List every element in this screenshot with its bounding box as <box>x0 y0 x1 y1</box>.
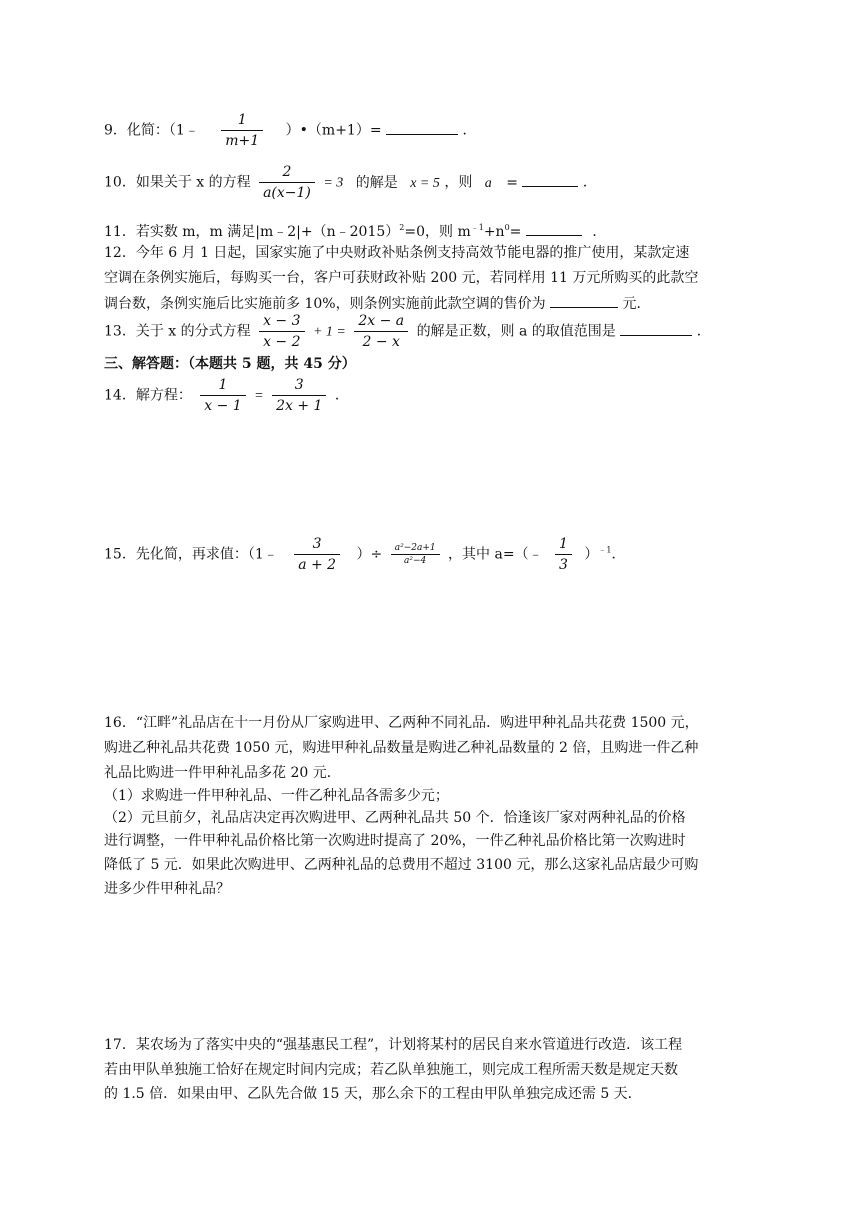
q9-suffix: ）•（m+1）= <box>285 122 382 139</box>
q15-mid: ，其中 a=（﹣ <box>448 546 543 563</box>
question-16-line-4: （1）求购进一件甲种礼品、一件乙种礼品各需多少元； <box>104 788 449 804</box>
q12-end: 元． <box>622 296 651 312</box>
q10-tail: = <box>506 174 518 191</box>
question-17-line-1: 17．某农场为了落实中央的“强基惠民工程”，计划将某村的居民自来水管道进行改造．该工程 <box>104 1037 683 1053</box>
q13-end: ． <box>696 323 711 340</box>
question-16-line-2: 购进乙种礼品共花费 1050 元，购进甲种礼品数量是购进乙种礼品数量的 2 倍，且购进一件乙种 <box>104 740 699 756</box>
q15-fraction-1 <box>294 534 340 575</box>
q14-f1-num: 1 <box>200 375 245 396</box>
q13-f2-num: 2x − a <box>354 311 408 332</box>
q10-fraction <box>259 162 315 203</box>
question-9 <box>104 110 476 151</box>
q13-fraction-1 <box>259 311 304 352</box>
q15-fraction-2 <box>391 542 440 567</box>
q9-prefix: 9．化简：（1﹣ <box>104 122 199 139</box>
q15-f2-den: a²−4 <box>404 556 427 566</box>
question-16-line-7: 降低了 5 元．如果此次购进甲、乙两种礼品的总费用不超过 3100 元，那么这家礼品店最少可购 <box>104 857 699 873</box>
q11-text-4: = <box>509 224 522 240</box>
question-17-line-2: 若由甲队单独施工恰好在规定时间内完成；若乙队单独施工，则完成工程所需天数是规定天数 <box>104 1062 678 1078</box>
q11-answer-blank[interactable] <box>526 221 582 236</box>
q9-frac-num: 1 <box>221 110 263 131</box>
q14-fraction-2 <box>272 375 326 416</box>
q13-suffix: 的解是正数，则 a 的取值范围是 <box>416 323 616 340</box>
q10-frac-den: a(x−1) <box>263 185 311 201</box>
question-12-line-1: 12．今年 6 月 1 日起，国家实施了中央财政补贴条例支持高效节能电器的推广使用，某款定速 <box>104 245 690 261</box>
q14-prefix: 14．解方程： <box>104 387 192 404</box>
q9-fraction <box>221 110 263 151</box>
q11-sup-2: ﹣1 <box>470 223 484 232</box>
q15-sup: ﹣1 <box>598 545 612 555</box>
q13-f2-den: 2 − x <box>362 334 400 350</box>
q14-equals: = <box>254 388 264 404</box>
q15-prefix: 15．先化简，再求值：（1﹣ <box>104 546 278 563</box>
q9-frac-den: m+1 <box>225 133 260 149</box>
q13-f1-den: x − 2 <box>263 334 301 350</box>
q10-end: ． <box>582 174 597 191</box>
question-16-line-8: 进多少件甲种礼品？ <box>104 881 230 897</box>
q15-f3-den: 3 <box>559 557 568 573</box>
q11-text: 11．若实数 m，m 满足|m﹣2|+（n﹣2015） <box>104 224 400 240</box>
q14-f1-den: x − 1 <box>204 398 242 414</box>
q15-fraction-3 <box>555 534 572 575</box>
q15-tail: ） <box>584 546 599 563</box>
q15-f3-num: 1 <box>555 534 572 555</box>
q11-sup-1: 2 <box>399 223 405 232</box>
question-12-line-2: 空调在条例实施后，每购买一台，客户可获财政补贴 200 元，若同样用 11 万元所购买的此款空 <box>104 270 699 286</box>
q12-answer-blank[interactable] <box>550 293 618 308</box>
question-14 <box>104 375 349 416</box>
question-10 <box>104 162 597 203</box>
q13-answer-blank[interactable] <box>620 321 692 336</box>
question-16-line-1: 16．“江畔”礼品店在十一月份从厂家购进甲、乙两种不同礼品．购进甲种礼品共花费 1500 元， <box>104 715 699 731</box>
q11-text-3: +n <box>483 224 505 240</box>
q10-equals: = 3 <box>323 175 344 191</box>
question-16-line-5: （2）元旦前夕，礼品店决定再次购进甲、乙两种礼品共 50 个．恰逢该厂家对两种礼品的价格 <box>104 810 686 826</box>
q14-f2-num: 3 <box>272 375 326 396</box>
q11-end: ． <box>592 224 607 240</box>
q15-f1-den: a + 2 <box>298 557 337 573</box>
question-16-line-6: 进行调整，一件甲种礼品价格比第一次购进时提高了 20%，一件乙种礼品价格比第一次购进时 <box>104 833 686 849</box>
q12-line-3-text: 调台数，条例实施后比实施前多 10%，则条例实施前此款空调的售价为 <box>104 296 546 312</box>
q9-answer-blank[interactable] <box>386 120 458 135</box>
q13-f1-num: x − 3 <box>259 311 304 332</box>
q13-fraction-2 <box>354 311 408 352</box>
q13-plus: + 1 = <box>312 324 346 340</box>
q14-fraction-1 <box>200 375 245 416</box>
q11-text-2: =0，则 m <box>404 224 471 240</box>
q15-f1-num: 3 <box>294 534 340 555</box>
q15-div: ）÷ <box>356 546 383 563</box>
q13-prefix: 13．关于 x 的分式方程 <box>104 323 251 340</box>
q14-f2-den: 2x + 1 <box>276 398 323 414</box>
q9-end: ． <box>462 122 477 139</box>
q10-mid: 的解是 <box>355 174 398 191</box>
q10-comma: ，则 <box>444 174 473 191</box>
q15-end: ． <box>611 546 626 563</box>
question-15 <box>104 534 626 575</box>
q11-sup-3: 0 <box>504 223 510 232</box>
question-17-line-3: 的 1.5 倍．如果由甲、乙队先合做 15 天，那么余下的工程由甲队单独完成还需 5 天． <box>104 1086 642 1102</box>
q10-prefix: 10．如果关于 x 的方程 <box>104 174 251 191</box>
q10-var: a <box>484 175 492 191</box>
question-13 <box>104 311 711 352</box>
q10-answer-blank[interactable] <box>522 172 578 187</box>
question-16-line-3: 礼品比购进一件甲种礼品多花 20 元． <box>104 765 341 781</box>
q15-f2-num: a²−2a+1 <box>391 542 440 555</box>
q14-end: ． <box>334 387 349 404</box>
section-3-title: 三、解答题：（本题共 5 题，共 45 分） <box>104 356 356 372</box>
q10-frac-num: 2 <box>259 162 315 183</box>
q10-solution: x = 5 <box>410 175 440 191</box>
question-11 <box>104 218 606 242</box>
